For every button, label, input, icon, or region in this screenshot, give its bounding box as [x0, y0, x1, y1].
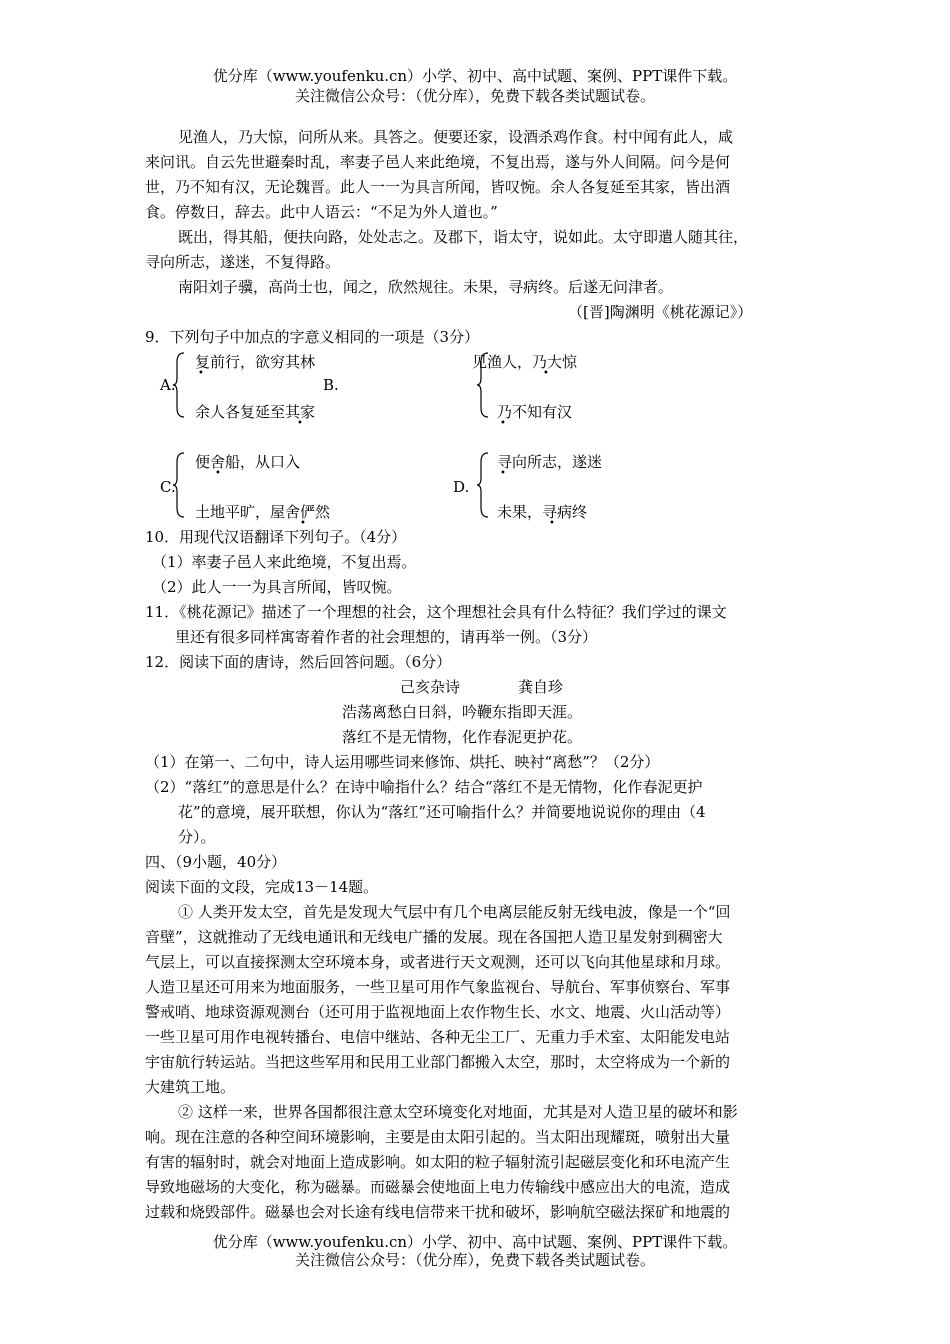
q10-stem: 10．用现代汉语翻译下列句子。（4分）: [145, 528, 407, 546]
passage-line: 南阳刘子骥，高尚士也，闻之，欣然规往。未果，寻病终。后遂无问津者。: [178, 278, 674, 296]
article-line: 响。现在注意的各种空间环境影响，主要是由太阳引起的。当太阳出现耀斑，喷射出大量: [145, 1128, 731, 1146]
article-line: 大建筑工地。: [145, 1078, 236, 1096]
emphasis-dot: •: [549, 518, 555, 529]
passage-line: 食。停数日，辞去。此中人语云：“不足为外人道也。”: [145, 203, 498, 221]
poem-line: 浩荡离愁白日斜，吟鞭东指即天涯。: [342, 703, 583, 721]
q9-a2: 余人各复延至其家: [195, 403, 316, 421]
passage-source: （[晋]陶渊明《桃花源记》）: [568, 303, 753, 321]
article-line: 气层上，可以直接探测太空环境本身，或者进行天文观测，还可以飞向其他星球和月球。: [145, 953, 731, 971]
q10-s1: （1）率妻子邑人来此绝境，不复出焉。: [152, 553, 417, 571]
emphasis-dot: •: [215, 468, 221, 479]
article-line: 有害的辐射时，就会对地面上造成影响。如太阳的粒子辐射流引起磁层变化和环电流产生: [145, 1153, 731, 1171]
passage-line: 来问讯。自云先世避秦时乱，率妻子邑人来此绝境，不复出焉，遂与外人间隔。问今是何: [145, 153, 731, 171]
q9-d-label: D.: [453, 478, 470, 496]
article-line: ② 这样一来，世界各国都很注意太空环境变化对地面，尤其是对人造卫星的破坏和影: [178, 1103, 738, 1121]
q12-sub2-line: 花”的意境，展开联想，你认为“落红”还可喻指什么？并简要地说说你的理由（4: [178, 803, 706, 821]
footer-line-2: 关注微信公众号：（优分库），免费下载各类试题试卷。: [294, 1251, 655, 1269]
poem-title: 己亥杂诗: [400, 678, 461, 696]
brace-icon: [172, 352, 186, 418]
passage-line: 见渔人，乃大惊，问所从来。具答之。便要还家，设酒杀鸡作食。村中闻有此人，咸: [178, 128, 734, 146]
header-line-2: 关注微信公众号：（优分库），免费下载各类试题试卷。: [294, 87, 655, 105]
q9-c2: 土地平旷，屋舍俨然: [195, 503, 331, 521]
q9-c-label: C.: [160, 478, 176, 496]
section-heading: 四、（9小题，40分）: [145, 853, 287, 871]
q9-b-label: B.: [323, 376, 339, 394]
article-line: 宇宙航行转运站。当把这些军用和民用工业部门都搬入太空，那时，太空将成为一个新的: [145, 1053, 731, 1071]
passage-line: 既出，得其船，便扶向路，处处志之。及郡下，诣太守，说如此。太守即遣人随其往，: [178, 228, 749, 246]
passage-line: 世，乃不知有汉，无论魏晋。此人一一为具言所闻，皆叹惋。余人各复延至其家，皆出酒: [145, 178, 731, 196]
section-intro: 阅读下面的文段，完成13－14题。: [145, 878, 379, 896]
footer-line-1: 优分库（www.youfenku.cn）小学、初中、高中试题、案例、PPT课件下载。: [212, 1233, 738, 1251]
brace-icon: [172, 452, 186, 518]
q9-d1: 寻向所志，遂迷: [497, 453, 603, 471]
q9-stem: 9．下列句子中加点的字意义相同的一项是（3分）: [145, 328, 480, 346]
poem-line: 落红不是无情物，化作春泥更护花。: [342, 728, 583, 746]
emphasis-dot: •: [300, 518, 306, 529]
article-line: ① 人类开发太空，首先是发现大气层中有几个电离层能反射无线电波，像是一个“回: [178, 903, 731, 921]
emphasis-dot: •: [500, 468, 506, 479]
q12-sub1: （1）在第一、二句中，诗人运用哪些词来修饰、烘托、映衬“离愁”？（2分）: [145, 753, 660, 771]
article-line: 一些卫星可用作电视转播台、电信中继站、各种无尘工厂、无重力手术室、太阳能发电站: [145, 1028, 731, 1046]
q10-s2: （2）此人一一为具言所闻，皆叹惋。: [152, 578, 402, 596]
q12-sub2-line: （2）“落红”的意思是什么？在诗中喻指什么？结合“落红不是无情物，化作春泥更护: [145, 778, 703, 796]
q11-line: 11．《桃花源记》描述了一个理想的社会，这个理想社会具有什么特征？我们学过的课文: [145, 603, 727, 621]
q9-d2: 未果，寻病终: [497, 503, 588, 521]
q9-b2: 乃不知有汉: [497, 403, 573, 421]
header-line-1: 优分库（www.youfenku.cn）小学、初中、高中试题、案例、PPT课件下载。: [212, 67, 738, 85]
brace-icon: [476, 452, 490, 518]
q12-sub2-line: 分）。: [178, 828, 216, 846]
emphasis-dot: •: [543, 368, 549, 379]
article-line: 人造卫星还可用来为地面服务，一些卫星可用作气象监视台、导航台、军事侦察台、军事: [145, 978, 731, 996]
emphasis-dot: •: [297, 418, 303, 429]
q9-c1: 便舍船，从口入: [195, 453, 301, 471]
q9-b1: 见渔人，乃大惊: [472, 353, 578, 371]
poem-author: 龚自珍: [518, 678, 564, 696]
q9-a1: 复前行，欲穷其林: [195, 353, 316, 371]
q12-stem: 12．阅读下面的唐诗，然后回答问题。（6分）: [145, 653, 452, 671]
brace-icon: [476, 352, 490, 418]
passage-line: 寻向所志，遂迷，不复得路。: [145, 253, 341, 271]
article-line: 导致地磁场的大变化，称为磁暴。而磁暴会使地面上电力传输线中感应出大的电流，造成: [145, 1178, 731, 1196]
article-line: 过载和烧毁部件。磁暴也会对长途有线电信带来干扰和破坏，影响航空磁法探矿和地震的: [145, 1203, 731, 1221]
emphasis-dot: •: [198, 368, 204, 379]
q9-a-label: A.: [160, 376, 176, 394]
article-line: 音壁”，这就推动了无线电通讯和无线电广播的发展。现在各国把人造卫星发射到稠密大: [145, 928, 723, 946]
emphasis-dot: •: [500, 418, 506, 429]
article-line: 警戒哨、地球资源观测台（还可用于监视地面上农作物生长、水文、地震、火山活动等）: [145, 1003, 731, 1021]
q11-line: 里还有很多同样寓寄着作者的社会理想的，请再举一例。（3分）: [175, 628, 598, 646]
